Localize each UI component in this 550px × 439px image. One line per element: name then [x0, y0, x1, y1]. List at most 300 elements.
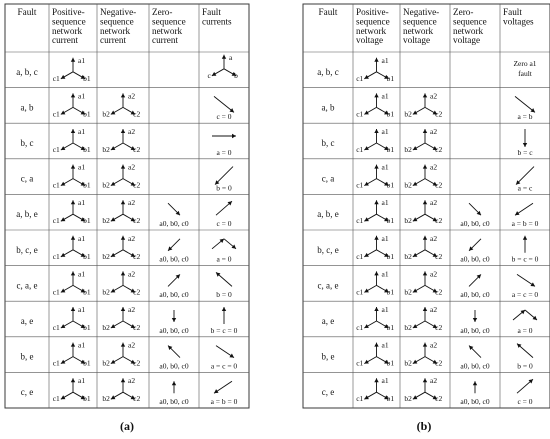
zero-sequence-phasor [172, 381, 176, 393]
fault-type-cell: b, c, e [16, 244, 38, 255]
negative-sequence-phasors [102, 341, 140, 368]
phasor-label: a2 [128, 127, 136, 136]
phasor-left [61, 321, 73, 328]
positive-sequence-phasors [53, 56, 91, 83]
zero-sequence-phasor [469, 346, 481, 358]
phasor-label: c1 [356, 145, 364, 154]
phasor-label: b1 [83, 394, 91, 404]
phasor-label: a1 [78, 376, 86, 386]
zero-sequence-phasor [469, 203, 481, 215]
zero-sequence-label: a0, b0, c0 [159, 397, 189, 406]
zero-sequence-phasor [469, 274, 481, 286]
phasor-left [111, 107, 123, 114]
negative-sequence-phasors [102, 305, 140, 332]
phasor-left [61, 285, 73, 292]
negative-sequence-phasors [102, 91, 140, 118]
phasor-label: b1 [83, 323, 91, 332]
phasor-left [413, 392, 425, 399]
phasor-label: b2 [102, 109, 110, 119]
negative-sequence-phasors [102, 127, 140, 154]
fault-note: c = 0 [517, 397, 533, 406]
positive-sequence-phasors [53, 91, 91, 118]
phasor-label: b1 [386, 394, 395, 404]
phasor-label: b1 [83, 216, 91, 226]
column-header: Positive-sequence network voltage [356, 7, 390, 46]
positive-sequence-phasors [356, 91, 394, 118]
phasor-left [61, 392, 73, 399]
zero-sequence-phasor [473, 310, 477, 322]
phasor-left [111, 250, 123, 257]
phasor-label: c2 [133, 216, 141, 226]
zero-sequence-phasor [172, 310, 176, 322]
panel-a-table [5, 4, 249, 408]
fault-vec [523, 129, 527, 147]
phasor-label: c2 [435, 287, 443, 297]
phasor-label: b1 [83, 251, 91, 261]
fault-phasor [517, 274, 535, 286]
phasor-left [364, 214, 376, 221]
phasor-label: c1 [52, 394, 60, 404]
positive-sequence-phasors [356, 127, 394, 154]
phasor-label: b2 [404, 145, 412, 154]
fault-phasor [216, 346, 234, 358]
fault-vec [216, 272, 232, 286]
phasor-label: a2 [430, 269, 438, 279]
phasor-label: a1 [381, 162, 389, 172]
phasor-label: a1 [78, 127, 86, 136]
phasor-label: a2 [128, 305, 136, 314]
fault-phasor [212, 239, 236, 249]
column-header: Zero-sequence network current [152, 7, 186, 46]
zero-sequence-phasor [168, 239, 180, 251]
fault-phasor [216, 201, 232, 215]
phasor-a [423, 93, 427, 107]
phasor-left [212, 69, 224, 76]
phasor-label: c2 [435, 109, 443, 119]
fault-type-cell: c, e [321, 387, 335, 398]
fault-vec [517, 274, 535, 286]
phasor-label: a1 [78, 305, 86, 314]
positive-sequence-phasors [53, 234, 91, 261]
positive-sequence-phasors [53, 198, 91, 225]
column-header: Zero-sequence network voltage [453, 7, 487, 46]
caption-a: (a) [120, 419, 134, 433]
table-row [21, 376, 238, 406]
phasor-label: b2 [102, 358, 110, 368]
fault-phasor [523, 129, 527, 147]
negative-sequence-phasors [102, 376, 140, 403]
phasor-label: c1 [52, 323, 60, 332]
phasor-a [121, 165, 125, 179]
fault-note: a = b [517, 112, 533, 122]
phasor-label: a2 [128, 269, 136, 279]
zero-sequence-phasor [469, 239, 481, 251]
phasor-a [374, 165, 378, 179]
positive-sequence-phasors [356, 56, 394, 83]
fault-note: a = c = 0 [210, 361, 238, 371]
negative-sequence-phasors [404, 341, 442, 368]
fault-phasor [215, 167, 233, 185]
table-row [21, 163, 233, 193]
phasor-left [413, 214, 425, 221]
phasor-label: c1 [52, 180, 60, 190]
phasor-label: a1 [78, 198, 86, 208]
phasor-label: b2 [102, 216, 110, 226]
phasor-left [111, 392, 123, 399]
phasor-a [71, 343, 75, 357]
zero-sequence-label: a0, b0, c0 [460, 290, 490, 300]
phasor-left [364, 250, 376, 257]
fault-vec [513, 310, 525, 320]
phasor-label: a2 [128, 376, 136, 386]
phasor-left [364, 321, 376, 328]
fault-type-cell: c, a, e [317, 280, 339, 291]
phasor-label: b1 [386, 251, 395, 261]
phasor-a [71, 58, 75, 72]
positive-sequence-phasors [356, 198, 394, 225]
phasor-label: c1 [52, 73, 60, 83]
fault-type-cell: b, c [321, 138, 335, 148]
phasor-a [71, 307, 75, 321]
fault-note: a = 0 [216, 147, 232, 157]
phasor-a [121, 236, 125, 250]
phasor-label: c1 [356, 180, 364, 190]
phasor-label: b1 [83, 109, 91, 119]
phasor-a [71, 200, 75, 214]
phasor-label: a [229, 52, 233, 62]
fault-type-cell: a, b, c [317, 66, 339, 77]
phasor-left [364, 143, 376, 150]
positive-sequence-phasors [356, 305, 394, 332]
positive-sequence-phasors [53, 163, 91, 190]
positive-sequence-phasors [356, 269, 394, 296]
fault-vec [216, 201, 232, 215]
zero-sequence-label: a0, b0, c0 [159, 290, 189, 300]
phasor-label: c1 [52, 145, 60, 154]
phasor-label: c1 [356, 394, 364, 404]
zero-sequence-label: a0, b0, c0 [159, 361, 189, 371]
phasor-label: b2 [404, 216, 412, 226]
phasor-label: a1 [381, 340, 389, 350]
phasor-a [121, 93, 125, 107]
fault-phasor [216, 272, 232, 286]
phasor-label: b1 [386, 358, 395, 368]
negative-sequence-phasors [404, 269, 442, 296]
phasor-label: b1 [83, 358, 91, 368]
phasor-left [61, 214, 73, 221]
phasor-label: a2 [128, 340, 136, 350]
phasor-label: c2 [133, 145, 141, 154]
phasor-label: c1 [52, 251, 60, 261]
column-header: Fault [17, 7, 37, 17]
zero-sequence-label: a0, b0, c0 [159, 254, 189, 264]
phasor-label: b2 [404, 323, 412, 332]
phasor-left [364, 285, 376, 292]
fault-note: b = c [517, 147, 533, 157]
phasor-label: c2 [133, 180, 141, 190]
phasor-a [374, 307, 378, 321]
fault-type-cell: a, b [20, 102, 34, 113]
table-row [322, 305, 537, 335]
phasor-label: b1 [386, 145, 395, 154]
phasor-a [374, 129, 378, 143]
phasor-label: b1 [386, 73, 395, 83]
phasor-label: b2 [404, 358, 412, 368]
caption-b: (b) [416, 419, 432, 433]
phasor-label: a2 [128, 198, 136, 208]
fault-note: c = 0 [216, 112, 232, 122]
panel-b-table [303, 4, 550, 408]
phasor-left [413, 321, 425, 328]
phasor-a [121, 307, 125, 321]
phasor-label: c1 [52, 216, 60, 226]
phasor-label: c2 [435, 145, 443, 154]
negative-sequence-phasors [102, 198, 140, 225]
phasor-label: a1 [381, 91, 389, 101]
phasor-a [121, 200, 125, 214]
phasor-label: a1 [381, 269, 389, 279]
zero-sequence-phasor [168, 274, 180, 286]
phasor-a [71, 236, 75, 250]
phasor-label: c1 [52, 287, 60, 297]
table-row [16, 198, 232, 228]
phasor-a [423, 165, 427, 179]
fault-type-cell: c, e [20, 387, 34, 398]
zero-sequence-label: a0, b0, c0 [159, 219, 189, 228]
phasor-label: c2 [435, 251, 443, 261]
phasor-left [413, 179, 425, 186]
phasor-label: c2 [435, 323, 443, 332]
phasor-label: c2 [435, 394, 443, 404]
fault-type-cell: a, e [321, 316, 335, 326]
fault-note: b = 0 [517, 361, 533, 371]
positive-sequence-phasors [53, 269, 91, 296]
phasor-a [121, 378, 125, 392]
zero-sequence-label: a0, b0, c0 [460, 397, 490, 406]
phasor-label: b2 [404, 109, 412, 119]
phasor-label: c2 [133, 323, 141, 332]
phasor-a [423, 307, 427, 321]
fault-phasor [517, 379, 533, 393]
positive-sequence-phasors [356, 341, 394, 368]
phasor-label: a2 [430, 233, 438, 243]
phasor-label: c2 [133, 109, 141, 119]
phasor-label: a2 [430, 91, 438, 101]
phasor-a [121, 271, 125, 285]
fault-star [207, 53, 238, 80]
phasor-label: c [207, 70, 211, 80]
fault-type-cell: a, b, c [16, 66, 38, 77]
negative-sequence-phasors [102, 269, 140, 296]
fault-phasor [212, 134, 236, 138]
phasor-label: a1 [381, 55, 389, 65]
fault-note: b = c = 0 [210, 325, 238, 335]
fault-phasor [523, 236, 527, 253]
phasor-left [364, 107, 376, 114]
fault-type-cell: a, b, e [16, 209, 38, 220]
fault-note: b = 0 [216, 183, 232, 193]
phasor-label: a1 [381, 305, 389, 314]
phasor-label: a2 [430, 162, 438, 172]
fault-note: a = c = 0 [511, 290, 539, 300]
table-row [21, 341, 238, 371]
phasor-a [71, 93, 75, 107]
negative-sequence-phasors [404, 91, 442, 118]
phasor-left [61, 107, 73, 114]
positive-sequence-phasors [53, 305, 91, 332]
phasor-label: a1 [78, 55, 86, 65]
phasor-label: b2 [102, 251, 110, 261]
fault-phasor [513, 310, 537, 320]
fault-vec [212, 239, 224, 249]
phasor-left [413, 285, 425, 292]
table-row [21, 305, 238, 335]
table-row [21, 127, 237, 157]
phasor-a [222, 55, 226, 69]
phasor-a [374, 343, 378, 357]
phasor-label: b1 [386, 109, 395, 119]
phasor-label: a2 [128, 162, 136, 172]
phasor-a [374, 271, 378, 285]
table-border [5, 4, 249, 408]
fault-note: a = c [517, 183, 533, 193]
negative-sequence-phasors [404, 234, 442, 261]
zero-sequence-label: a0, b0, c0 [460, 254, 490, 264]
fault-note: a = 0 [216, 254, 232, 264]
phasor-label: c2 [435, 216, 443, 226]
phasor-left [413, 357, 425, 364]
negative-sequence-phasors [404, 198, 442, 225]
phasor-label: c1 [52, 109, 60, 119]
phasor-a [423, 343, 427, 357]
phasor-left [61, 250, 73, 257]
phasor-label: a1 [381, 198, 389, 208]
positive-sequence-phasors [53, 127, 91, 154]
column-header: Negative-sequence network current [100, 7, 137, 46]
phasor-label: b1 [83, 287, 91, 297]
fault-note: a = b = 0 [210, 397, 238, 406]
phasor-a [71, 129, 75, 143]
phasor-label: a1 [78, 162, 86, 172]
fault-vec [525, 310, 537, 320]
phasor-left [111, 321, 123, 328]
column-header: Negative-sequence network voltage [403, 7, 440, 46]
phasor-label: a1 [381, 127, 389, 136]
positive-sequence-phasors [356, 234, 394, 261]
phasor-label: b1 [83, 73, 91, 83]
phasor-label: a2 [430, 127, 438, 136]
phasor-a [374, 93, 378, 107]
phasor-label: a2 [430, 305, 438, 314]
fault-vec [222, 307, 226, 324]
phasor-label: a2 [430, 376, 438, 386]
fault-note: c = 0 [216, 219, 232, 228]
fault-phasor [516, 167, 534, 185]
column-header: Fault voltages [503, 7, 534, 27]
fault-note: Zero a1 [513, 59, 537, 68]
phasor-left [61, 357, 73, 364]
phasor-left [111, 143, 123, 150]
fault-type-cell: b, e [20, 351, 34, 362]
fault-type-cell: a, e [20, 316, 34, 326]
phasor-label: b1 [386, 180, 395, 190]
phasor-a [71, 271, 75, 285]
phasor-label: c2 [133, 358, 141, 368]
phasor-a [71, 378, 75, 392]
phasor-label: a1 [78, 233, 86, 243]
positive-sequence-phasors [53, 341, 91, 368]
phasor-label: a2 [430, 340, 438, 350]
phasor-label: b1 [386, 287, 395, 297]
phasor-a [71, 165, 75, 179]
fault-type-cell: c, a [20, 173, 34, 184]
phasor-left [111, 214, 123, 221]
phasor-label: b1 [83, 145, 91, 154]
table-row [322, 91, 536, 121]
zero-sequence-label: a0, b0, c0 [460, 361, 490, 371]
phasor-label: a1 [381, 376, 389, 386]
fault-type-cell: b, c [20, 138, 34, 148]
phasor-label: c2 [133, 287, 141, 297]
phasor-label: c2 [133, 251, 141, 261]
phasor-a [423, 236, 427, 250]
phasor-label: a2 [430, 198, 438, 208]
phasor-a [423, 200, 427, 214]
fault-phasor [517, 344, 533, 358]
phasor-label: c2 [133, 394, 141, 404]
fault-phasor [515, 96, 535, 112]
table-row [317, 198, 538, 228]
phasor-a [121, 343, 125, 357]
negative-sequence-phasors [404, 127, 442, 154]
fault-vec [516, 167, 534, 185]
phasor-label: b2 [102, 394, 110, 404]
fault-vec [224, 239, 236, 249]
fault-vec [216, 346, 234, 358]
column-header: Fault currents [202, 7, 232, 27]
phasor-left [413, 107, 425, 114]
zero-sequence-phasor [168, 203, 180, 215]
fault-phasor [207, 53, 238, 80]
fault-phasor [515, 203, 533, 215]
fault-type-cell: c, a [321, 173, 335, 184]
fault-phasor [222, 307, 226, 324]
phasor-a [423, 271, 427, 285]
phasor-left [111, 357, 123, 364]
phasor-label: b2 [404, 287, 412, 297]
fault-note: b = 0 [216, 290, 232, 300]
fault-vec [214, 96, 234, 112]
phasor-label: b2 [404, 394, 412, 404]
positive-sequence-phasors [356, 163, 394, 190]
phasor-label: c1 [356, 358, 364, 368]
zero-sequence-phasor [473, 381, 477, 393]
fault-type-cell: a, b [321, 102, 335, 113]
fault-phasor [214, 96, 234, 112]
phasor-a [374, 58, 378, 72]
phasor-a [374, 200, 378, 214]
fault-type-cell: c, a, e [16, 280, 38, 291]
fault-vec [523, 236, 527, 253]
phasor-a [121, 129, 125, 143]
fault-vec [517, 379, 533, 393]
fault-vec [517, 344, 533, 358]
zero-sequence-label: a0, b0, c0 [159, 325, 189, 335]
phasor-left [364, 179, 376, 186]
fault-note: a = b = 0 [511, 219, 539, 228]
negative-sequence-phasors [404, 376, 442, 403]
table-row [322, 376, 533, 406]
